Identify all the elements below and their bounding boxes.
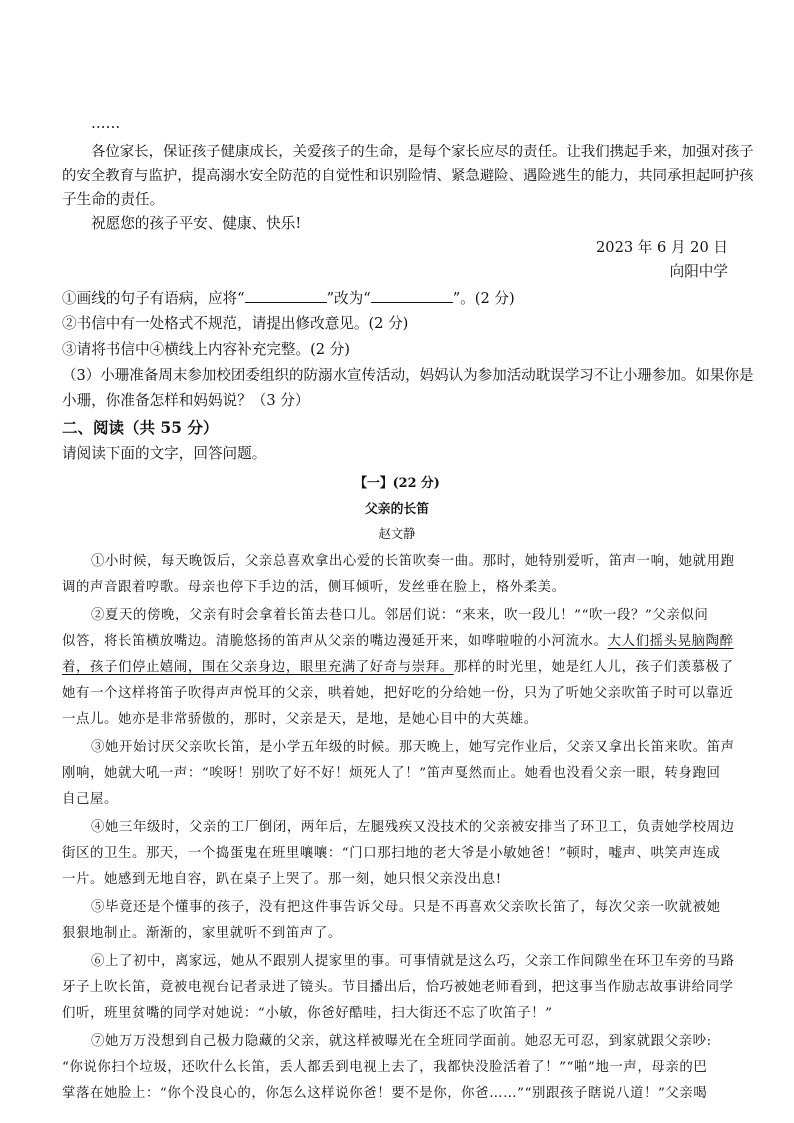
question-1-text-c: ”。(2 分) [452, 290, 515, 307]
article-line: ⑤毕竟还是个懂事的孩子，没有把这件事告诉父母。只是不再喜欢父亲吹长笛了，每次父亲一吹就被她 [91, 900, 721, 915]
article-line: 牙子上吹长笛，竟被电视台记者录进了镜头。节目播出后，恰巧被她老师看到，把这事当作励志故事讲给同学 [62, 980, 734, 995]
ellipsis: …… [91, 115, 121, 132]
article-line: ②夏天的傍晚，父亲有时会拿着长笛去巷口儿。邻居们说：“来来，吹一段儿！”“吹一段？”父亲似问 [91, 608, 709, 623]
article-text: 那样的时光里，她是红人儿，孩子们羡慕极了 [453, 660, 734, 675]
article-line: “你说你扫个垃圾，还吹什么长笛，丢人都丢到电视上去了，我都快没脸活着了！”“啪”地一声，母亲的巴 [62, 1060, 708, 1075]
article-line: ⑥上了初中，离家远，她从不跟别人提家里的事。可事情就是这么巧，父亲工作间隙坐在环卫车旁的马路 [91, 954, 735, 969]
question-1-text-b: ”改为“ [326, 290, 371, 307]
underlined-sentence: 着，孩子们停止嬉闹，围在父亲身边，眼里充满了好奇与崇拜。 [62, 660, 454, 675]
question-3: ③请将书信中④横线上内容补充完整。(2 分) [62, 341, 351, 358]
article-line: 掌落在她脸上：“你个没良心的，你怎么这样说你爸！要不是你，你爸……”“别跟孩子瞎说八道！”父亲喝 [62, 1086, 708, 1101]
letter-paragraph-line: 各位家长，保证孩子健康成长，关爱孩子的生命，是每个家长应尽的责任。让我们携起手来，加强对孩子 [91, 144, 754, 160]
article-line: 一点儿。她亦是非常骄傲的，那时，父亲是天，是地，是她心目中的大英雄。 [62, 712, 538, 727]
article-line: 调的声音跟着哼歌。母亲也停下手边的活，侧耳倾听，发丝垂在脸上，格外柔美。 [62, 580, 566, 595]
article-line: ③她开始讨厌父亲吹长笛，是小学五年级的时候。那天晚上，她写完作业后，父亲又拿出长笛来吹。笛声 [91, 740, 735, 755]
article-line: ④她三年级时，父亲的工厂倒闭，两年后，左腿残疾又没技术的父亲被安排当了环卫工，负责她学校周边 [91, 820, 735, 835]
letter-paragraph-line: 子生命的责任。 [62, 191, 165, 208]
letter-blessing: 祝愿您的孩子平安、健康、快乐! [91, 215, 302, 232]
question-4-line: 小珊，你准备怎样和妈妈说？（3 分） [62, 392, 310, 409]
article-line: 她有一个这样将笛子吹得声声悦耳的父亲，哄着她，把好吃的分给她一份，只为了听她父亲吹笛子时可以靠近 [62, 686, 734, 701]
article-text: 似答，将长笛横放嘴边。清脆悠扬的笛声从父亲的嘴边漫延开来，如哗啦啦的小河流水。 [62, 634, 608, 649]
article-line [62, 658, 734, 678]
article-title: 父亲的长笛 [365, 502, 429, 517]
article-line: 狠狠地制止。渐渐的，家里就听不到笛声了。 [62, 926, 342, 941]
letter-date: 2023 年 6 月 20 日 [596, 239, 728, 256]
letter-signature: 向阳中学 [669, 263, 728, 280]
article-line: 刚响，她就大吼一声：“唉呀！别吹了好不好！烦死人了！”笛声戛然而止。她看也没看父亲一眼，转身跑回 [62, 766, 721, 781]
answer-blank-2[interactable] [371, 288, 453, 303]
article-line: 街区的卫生。那天，一个捣蛋鬼在班里嚷嚷：“门口那扫地的老大爷是小敏她爸！”顿时，嘘声、哄笑声连成 [62, 846, 721, 861]
section-heading: 二、阅读（共 55 分） [62, 418, 219, 437]
article-line: ①小时候，每天晚饭后，父亲总喜欢拿出心爱的长笛吹奏一曲。那时，她特别爱听，笛声一响，她就用跑 [91, 554, 735, 569]
article-line: 们听，班里贫嘴的同学对她说：“小敏，你爸好酷哇，扫大街还不忘了吹笛子！” [62, 1006, 553, 1021]
article-line: ⑦她万万没想到自己极力隐藏的父亲，就这样被曝光在全班同学面前。她忍无可忍，到家就跟父亲吵: [91, 1034, 712, 1049]
underlined-sentence: 大人们摇头晃脑陶醉 [607, 634, 734, 649]
letter-paragraph-line: 的安全教育与监护，提高溺水安全防范的自觉性和识别险情、紧急避险、遇险逃生的能力，共同承担起呵护孩 [62, 168, 754, 184]
article-line: 自己屋。 [62, 792, 118, 807]
question-1-text-a: ①画线的句子有语病，应将“ [62, 290, 245, 307]
question-4-line: （3）小珊准备周末参加校团委组织的防溺水宣传活动，妈妈认为参加活动耽误学习不让小珊参加。如果你是 [62, 368, 754, 384]
answer-blank-1[interactable] [245, 288, 327, 303]
question-1 [62, 288, 515, 309]
article-author: 赵文静 [378, 527, 416, 541]
section-instruction: 请阅读下面的文字，回答问题。 [62, 445, 267, 462]
article-line: 一片。她感到无地自容，趴在桌子上哭了。那一刻，她只恨父亲没出息! [62, 872, 502, 887]
question-2: ②书信中有一处格式不规范，请提出修改意见。(2 分) [62, 315, 409, 332]
part-label: 【一】(22 分) [354, 476, 440, 491]
article-line [62, 632, 734, 652]
